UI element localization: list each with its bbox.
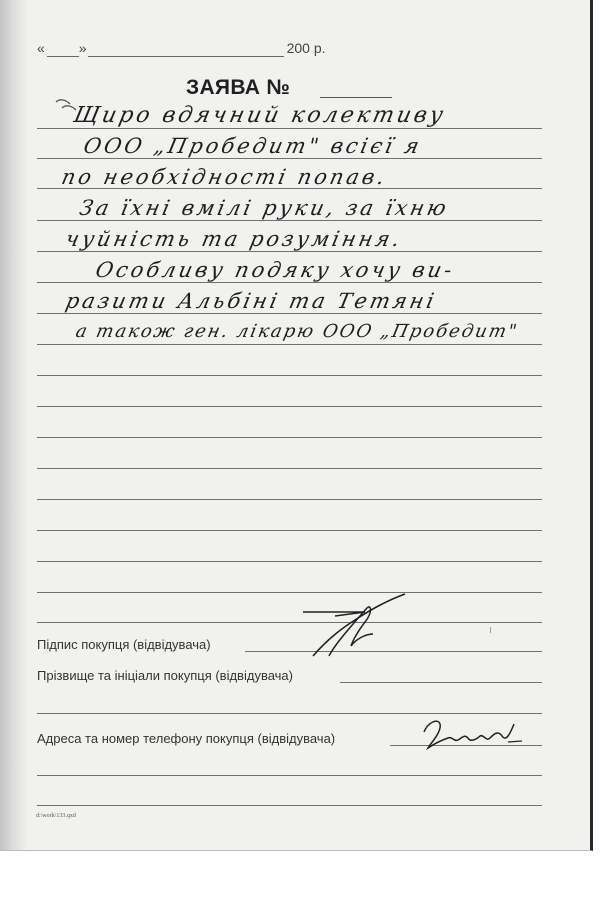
date-line: [37, 40, 326, 56]
handwritten-line-6: Особливу подяку хочу ви-: [93, 258, 458, 282]
signature-label: Підпис покупця (відвідувача): [37, 637, 211, 652]
address-field-continuation[interactable]: [37, 775, 542, 776]
month-blank[interactable]: [88, 56, 284, 57]
day-blank[interactable]: [47, 56, 79, 57]
handwritten-line-4: За їхні вмілі руки, за їхню: [77, 196, 452, 220]
ruled-line: [37, 561, 542, 562]
pencil-mark: [490, 627, 491, 633]
page-binding-shadow: [0, 0, 28, 850]
ruled-line: [37, 437, 542, 438]
handwritten-line-2: ООО „Пробедит" всієї я: [81, 134, 425, 158]
phone-field[interactable]: [37, 805, 542, 806]
ruled-line: [37, 592, 542, 593]
ruled-line: [37, 282, 542, 283]
document-footer-filename: d:\work\133.qxd: [36, 813, 76, 819]
handwritten-line-7: разити Альбіні та Тетяні: [63, 289, 439, 313]
handwritten-line-1: Щиро вдячний колективу: [71, 103, 449, 128]
ruled-line: [37, 375, 542, 376]
handwritten-line-5: чуйність та розуміння.: [63, 227, 405, 251]
ruled-line: [37, 251, 542, 252]
ruled-line: [37, 499, 542, 500]
date-open-quote: «: [37, 40, 45, 56]
handwritten-line-3: по необхідності попав.: [59, 165, 390, 189]
ink-blot-mark: [52, 94, 82, 118]
ruled-line: [37, 468, 542, 469]
ruled-line: [37, 622, 542, 623]
form-title: ЗАЯВА №: [186, 76, 291, 99]
date-year-label: 200 р.: [286, 40, 326, 56]
ruled-line: [37, 220, 542, 221]
ruled-line: [37, 344, 542, 345]
form-number-blank[interactable]: [320, 97, 392, 98]
ruled-line: [37, 128, 542, 129]
address-scribble: [418, 714, 528, 754]
customer-signature-scribble: [295, 590, 415, 662]
address-label: Адреса та номер телефону покупця (відвідувача): [37, 731, 336, 746]
ruled-line: [37, 313, 542, 314]
handwritten-line-8: а також ген. лікарю ООО „Пробедит": [73, 321, 521, 342]
name-field[interactable]: [340, 682, 542, 683]
ruled-line: [37, 530, 542, 531]
name-label: Прізвище та ініціали покупця (відвідувача): [37, 668, 293, 683]
ruled-line: [37, 406, 542, 407]
ruled-line: [37, 158, 542, 159]
date-close-quote: »: [78, 40, 87, 56]
